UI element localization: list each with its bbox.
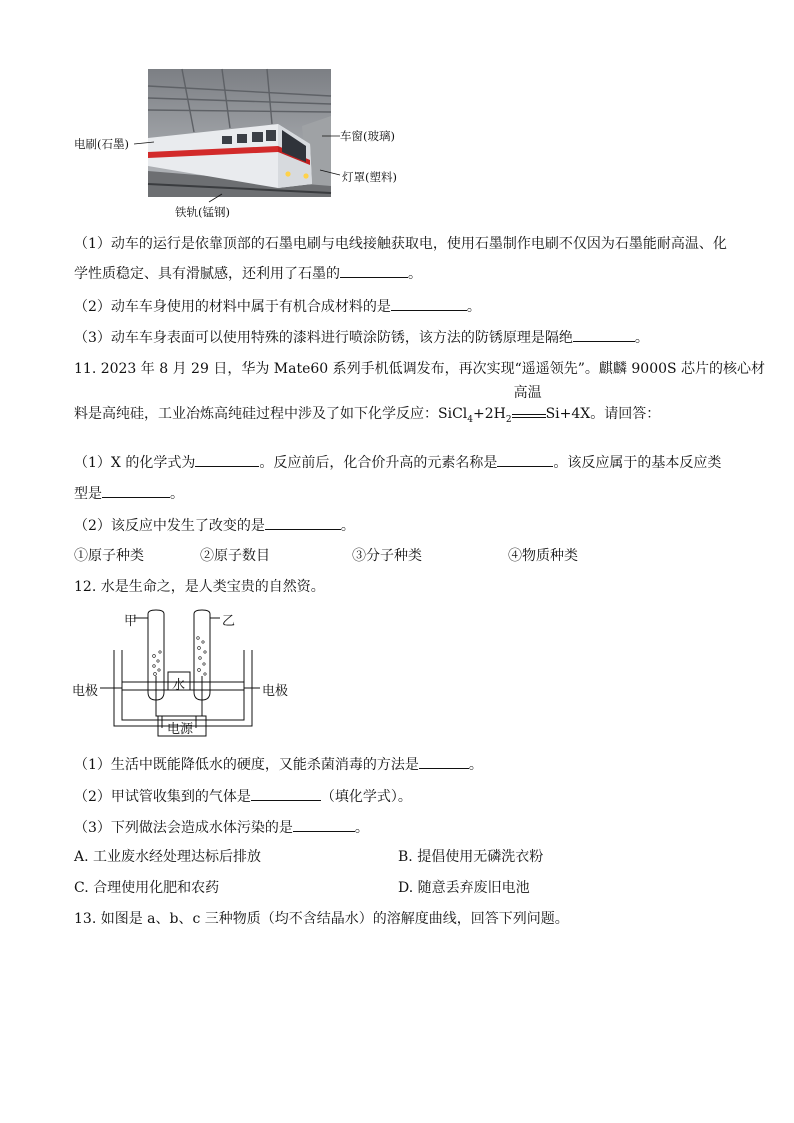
electrode-left-label: 电极 [72, 684, 99, 699]
lamp-label: 灯罩(塑料) [342, 170, 397, 184]
q12-part2: （2）甲试管收集到的气体是 （填化学式）。 [74, 786, 412, 807]
tube-b-label: 乙 [222, 614, 236, 629]
q13-stem: 13. 如图是 a、b、c 三种物质（均不含结晶水）的溶解度曲线，回答下列问题。 [74, 911, 569, 927]
q11-part1-line1: （1）X 的化学式为 。反应前后，化合价升高的元素名称是 。该反应属于的基本反应类 [74, 452, 721, 473]
q12-option-c: C. 合理使用化肥和农药 [74, 880, 220, 896]
train-figure [72, 66, 412, 221]
answer-blank[interactable] [573, 327, 635, 342]
q12-part3: （3）下列做法会造成水体污染的是 。 [74, 817, 369, 838]
q12-option-d: D. 随意丢弃废旧电池 [398, 880, 530, 896]
q12-part1: （1）生活中既能降低水的硬度，又能杀菌消毒的方法是 。 [74, 754, 483, 775]
q10-part1-line2: 学性质稳定、具有滑腻感，还利用了石墨的 。 [74, 263, 422, 284]
rail-label: 铁轨(锰钢) [175, 205, 230, 219]
answer-blank[interactable] [340, 263, 408, 278]
q12-stem: 12. 水是生命之，是人类宝贵的自然资。 [74, 579, 325, 595]
reaction-condition: 高温 [512, 405, 546, 418]
answer-blank[interactable] [265, 515, 341, 530]
electrode-right-label: 电极 [262, 684, 289, 699]
answer-blank[interactable] [293, 817, 355, 832]
answer-blank[interactable] [102, 483, 170, 498]
q11-stem-line1: 11. 2023 年 8 月 29 日，华为 Mate60 系列手机低调发布，再次实现“遥遥领先”。麒麟 9000S 芯片的核心材 [74, 361, 766, 377]
answer-blank[interactable] [251, 786, 321, 801]
q11-part2: （2）该反应中发生了改变的是 。 [74, 515, 355, 536]
answer-blank[interactable] [391, 296, 467, 311]
answer-blank[interactable] [497, 452, 553, 467]
chemical-equation: $SiCl_4+2H_2$ 高温 Si+4X [438, 385, 591, 425]
water-label: 水 [172, 678, 186, 693]
q11-option-3: ③分子种类 [352, 548, 422, 564]
answer-blank[interactable] [195, 452, 259, 467]
q11-option-1: ①原子种类 [74, 548, 144, 564]
q11-part1-line2: 型是 。 [74, 483, 184, 504]
electrolysis-figure [70, 606, 300, 740]
answer-blank[interactable] [419, 754, 469, 769]
q10-part1-line1: （1）动车的运行是依靠顶部的石墨电刷与电线接触获取电，使用石墨制作电刷不仅因为石墨能耐高温、化 [74, 236, 727, 252]
q10-part2: （2）动车车身使用的材料中属于有机合成材料的是 。 [74, 296, 481, 317]
q12-option-b: B. 提倡使用无磷洗衣粉 [398, 849, 544, 865]
tube-a-label: 甲 [124, 614, 138, 629]
power-label: 电源 [167, 722, 194, 737]
q11-option-2: ②原子数目 [200, 548, 270, 564]
q11-option-4: ④物质种类 [508, 548, 578, 564]
q12-option-a: A. 工业废水经处理达标后排放 [74, 849, 262, 865]
q11-stem-line2: 料是高纯硅，工业冶炼高纯硅过程中涉及了如下化学反应：$SiCl_4+2H_2$ 高温 Si+4X。请回答： [74, 404, 660, 430]
brush-label: 电刷(石墨) [74, 137, 129, 151]
window-label: 车窗(玻璃) [340, 129, 395, 143]
q10-part3: （3）动车车身表面可以使用特殊的漆料进行喷涂防锈，该方法的防锈原理是隔绝 。 [74, 327, 649, 348]
